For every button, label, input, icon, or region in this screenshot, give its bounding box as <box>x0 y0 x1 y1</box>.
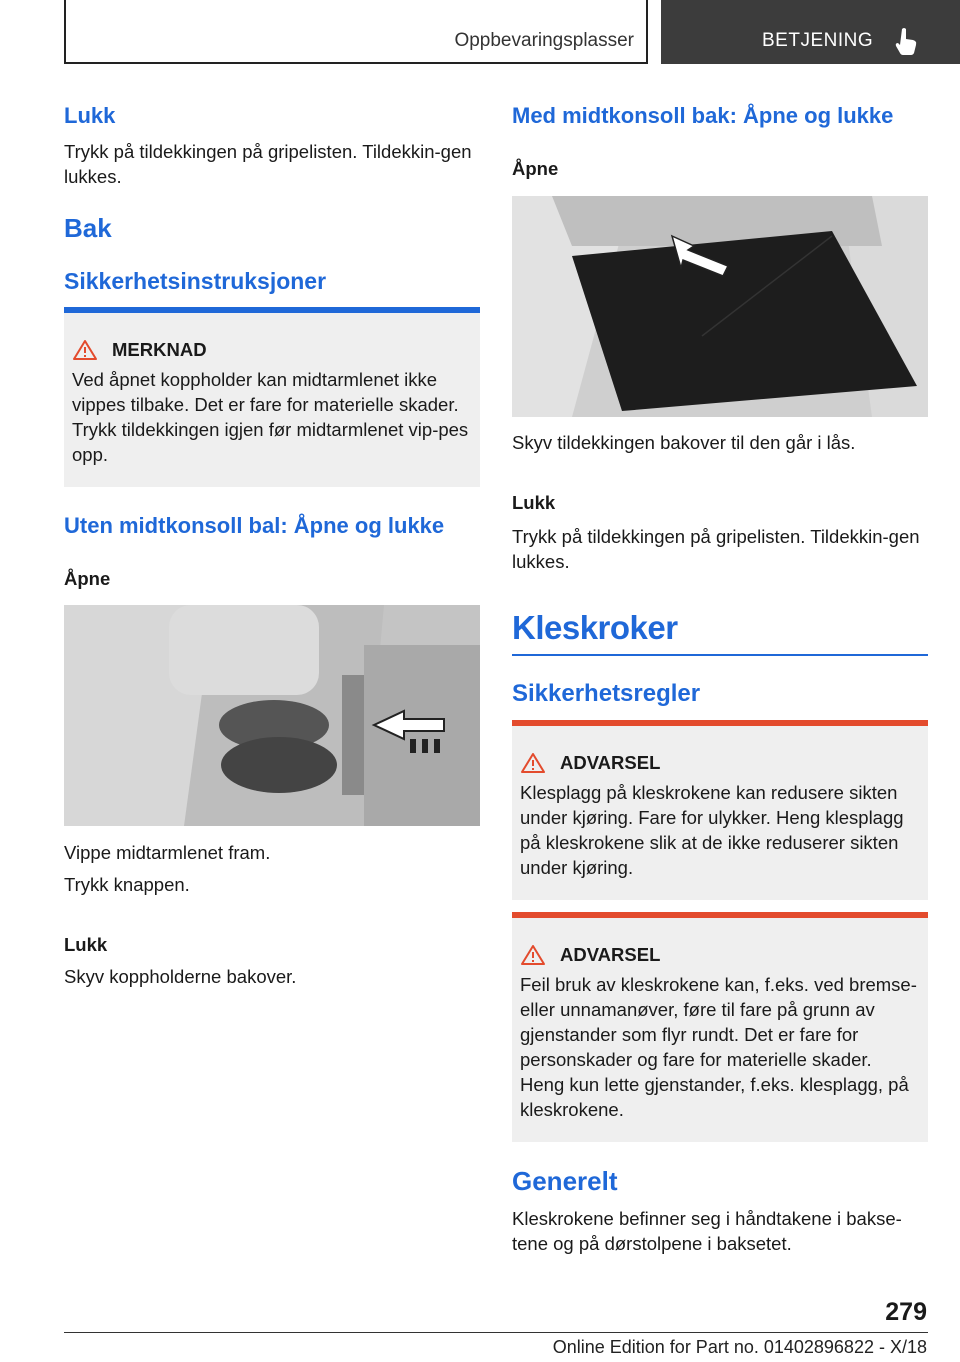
close-label-left: Lukk <box>64 934 108 955</box>
running-header-section <box>64 0 648 64</box>
step-1: Vippe midtarmlenet fram. <box>64 842 271 863</box>
with-console-heading: Med midtkonsoll bak: Åpne og lukke <box>512 103 894 128</box>
lukk-heading: Lukk <box>64 103 116 128</box>
section-title: Oppbevaringsplasser <box>454 30 634 51</box>
warning-triangle-icon <box>72 339 98 361</box>
close-text-left: Skyv koppholderne bakover. <box>64 966 297 987</box>
close-text-right: Trykk på tildekkingen på gripelisten. Tildekkin-gen lukkes. <box>512 526 920 572</box>
notice-box <box>64 307 480 487</box>
general-heading: Generelt <box>512 1166 618 1196</box>
lukk-text: Trykk på tildekkingen på gripelisten. Tildekkin-gen lukkes. <box>64 141 472 187</box>
chapter-title: BETJENING <box>762 30 874 51</box>
console-photo <box>512 196 928 417</box>
notice-title: MERKNAD <box>112 339 207 360</box>
footer-rule <box>64 1332 928 1333</box>
rules-heading: Sikkerhetsregler <box>512 680 701 707</box>
open-label-left: Åpne <box>64 568 111 589</box>
cupholder-illustration <box>64 605 480 826</box>
console-illustration <box>512 196 928 417</box>
warning-1-body: Klesplagg på kleskrokene kan redusere sikten under kjøring. Fare for ulykker. Heng klesplagg på kleskrokene slik at de ikke reduserer sikten under kjøring. <box>520 782 904 878</box>
heading-rule <box>512 654 928 656</box>
hand-pointer-icon <box>893 26 921 56</box>
page-number: 279 <box>885 1298 927 1326</box>
without-console-heading: Uten midtkonsoll bal: Åpne og lukke <box>64 513 445 538</box>
warning-box-2 <box>512 912 928 1142</box>
warning-2-body: Feil bruk av kleskrokene kan, f.eks. ved bremse- eller unnamanøver, føre til fare på grunn av gjenstander som flyr rundt. Det er fare for personskader og fare for materielle skader. Heng kun lette gjenstander, f.eks. klesplagg, på kleskrokene. <box>520 974 917 1120</box>
close-label-right: Lukk <box>512 492 556 513</box>
warning-box-1 <box>512 720 928 900</box>
cupholder-photo <box>64 605 480 826</box>
bak-heading: Bak <box>64 213 112 243</box>
general-text: Kleskrokene befinner seg i håndtakene i bakse-tene og på dørstolpene i baksetet. <box>512 1208 902 1254</box>
open-label-right: Åpne <box>512 158 559 179</box>
warning-1-title: ADVARSEL <box>560 752 661 773</box>
warning-triangle-icon <box>520 752 546 774</box>
notice-body: Ved åpnet koppholder kan midtarmlenet ikke vippes tilbake. Det er fare for materielle skader. Trykk tildekkingen igjen før midtarmlenet vip-pes opp. <box>72 369 469 465</box>
safety-heading: Sikkerhetsinstruksjoner <box>64 268 327 294</box>
warning-2-title: ADVARSEL <box>560 944 661 965</box>
step-2: Trykk knappen. <box>64 874 190 895</box>
open-text-right: Skyv tildekkingen bakover til den går i lås. <box>512 432 856 453</box>
hooks-heading: Kleskroker <box>512 609 678 646</box>
edition-info: Online Edition for Part no. 01402896822 - X/18 <box>552 1337 927 1357</box>
warning-triangle-icon <box>520 944 546 966</box>
